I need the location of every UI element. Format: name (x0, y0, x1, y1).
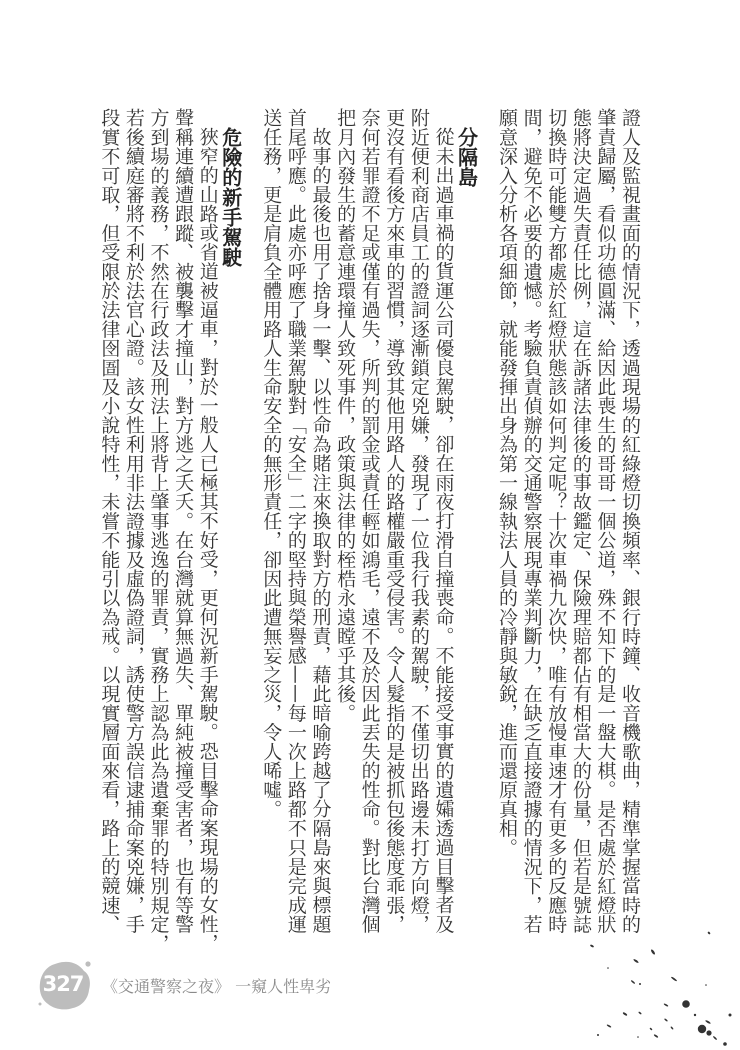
page-footer (30, 955, 350, 1015)
section-heading: 分隔島 (454, 127, 479, 187)
text-column: 切換時可能雙方都處於紅燈狀態該如何判定呢？十次車禍九次快，唯有放慢車速才有更多的反應時 (545, 108, 568, 934)
text-column: 更沒有看後方來車的習慣，導致其他用路人的路權嚴重受侵害。令人髮指的是被抓包後態度乖張， (383, 108, 406, 934)
section-heading: 危險的新手駕駛 (218, 127, 243, 267)
text-column: 態將決定過失責任比例，這在訴諸法律後的事故鑑定、保險理賠都佔有相當大的份量，但若是號誌 (569, 108, 592, 934)
text-column: 願意深入分析各項細節，就能發揮出身為第一線執法人員的冷靜與敏銳，進而還原真相。 (496, 108, 519, 857)
text-column: 附近便利商店員工的證詞逐漸鎖定兇嫌，發現了一位我行我素的駕駛，不僅切出路邊未打方向燈， (407, 108, 430, 934)
article-section (259, 108, 479, 934)
text-column: 狹窄的山路或省道被逼車，對於一般人已極其不好受，更何況新手駕駛。恐目擊命案現場的女性， (196, 127, 219, 953)
text-column: 首尾呼應。此處亦呼應了職業駕駛對「安全」二字的堅持與榮譽感——每一次上路都不只是完成運 (284, 108, 307, 934)
text-column: 故事的最後也用了捨身一擊、以性命為賭注來換取對方的刑責，藉此暗喻跨越了分隔島來與標題 (309, 127, 332, 934)
text-column: 肇責歸屬，看似功德圓滿、給因此喪生的哥哥一個公道，殊不知下的是一盤大棋。是否處於紅燈狀 (594, 108, 617, 934)
text-column: 證人及監視畫面的情況下，透過現場的紅綠燈切換頻率、銀行時鐘、收音機歌曲，精準掌握當時的 (619, 108, 641, 934)
running-title: 《交通警察之夜》 一窺人性卑劣 (102, 977, 332, 996)
text-column: 段實不可取，但受限於法律囹圄及小說特性，未嘗不能引以為戒。以現實層面來看，路上的競速、 (98, 108, 121, 934)
text-column: 奈何若罪證不足或僅有過失，所判的罰金或責任輕如鴻毛，遠不及於因此丟失的性命。對比台灣個 (358, 108, 381, 934)
ink-splatter-decoration (540, 930, 740, 1050)
text-column: 間，避免不必要的遺憾。考驗負責偵辦的交通警察展現專業判斷力，在缺乏直接證據的情況下，若 (520, 108, 543, 934)
page-number: 327 (42, 972, 84, 996)
article-section (97, 108, 243, 953)
text-column: 送任務，更是肩負全體用路人生命安全的無形責任，卻因此遭無妄之災，令人唏噓。 (260, 108, 283, 819)
article-body (97, 108, 642, 953)
text-column: 若後續庭審將不利於法官心證。該女性利用非法證據及虛偽證詞，誘使警方誤信逮捕命案兇嫌，手 (122, 108, 145, 934)
text-column: 聲稱連續遭跟蹤、被襲擊才撞山，對方逃之夭夭。在台灣就算無過失、單純被撞受害者，也有等警 (172, 108, 195, 934)
text-column: 從未出過車禍的貨運公司優良駕駛，卻在雨夜打滑自撞喪命。不能接受事實的遺孀透過目擊者及 (432, 127, 455, 934)
text-column: 方到場的義務，不然在行政法及刑法上將背上肇事逃逸的罪責，實務上認為此為遺棄罪的特別規定， (147, 108, 170, 953)
text-column: 把月內發生的蓄意連環撞人致死事件，政策與法律的桎梏永遠瞠乎其後。 (334, 108, 357, 723)
article-section (494, 108, 642, 934)
